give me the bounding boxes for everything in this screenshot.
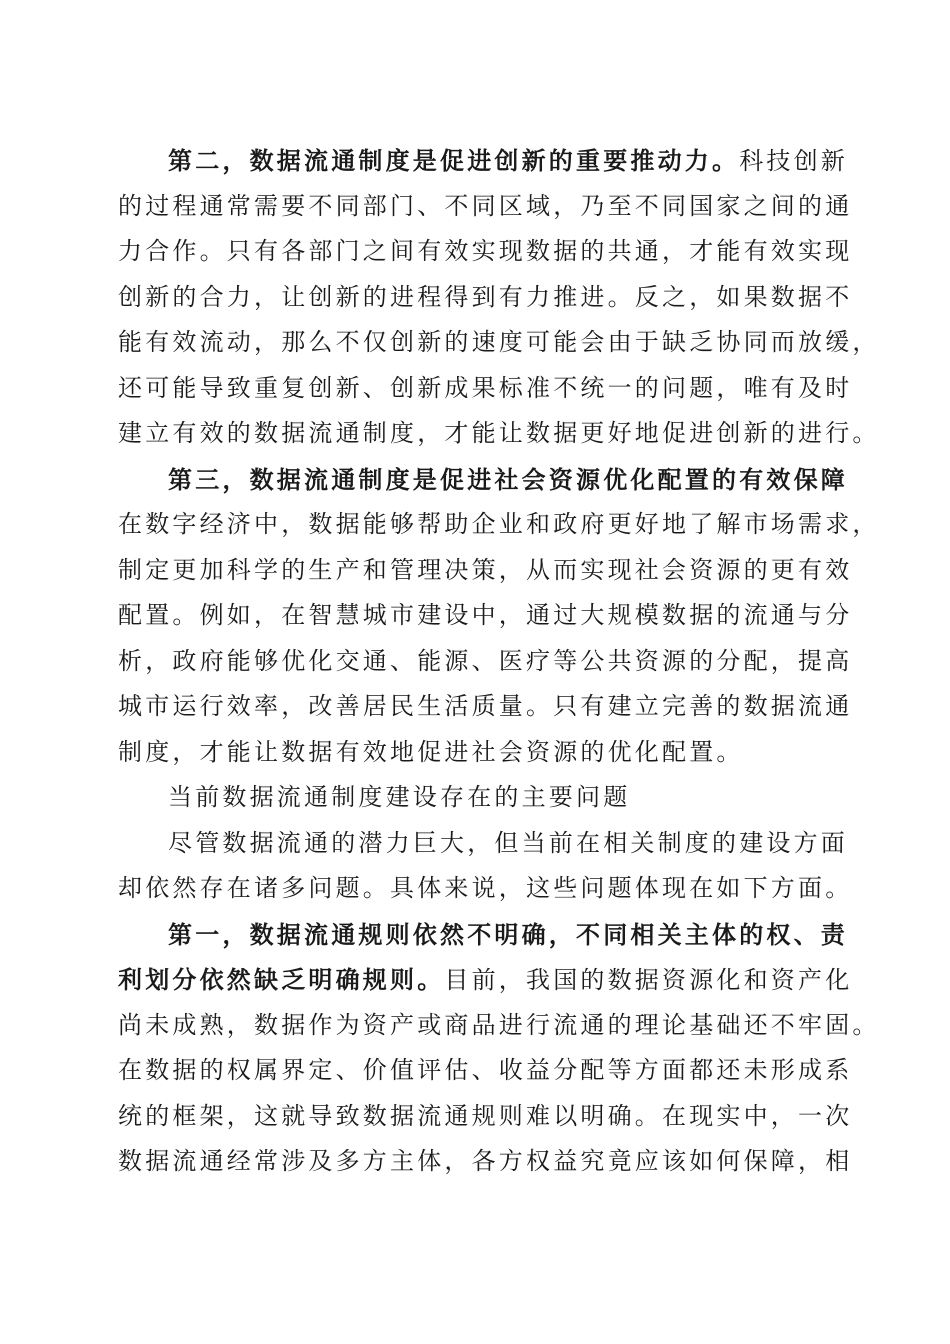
paragraph-2-line-2: 的过程通常需要不同部门、不同区域，乃至不同国家之间的通 — [118, 191, 853, 220]
paragraph-2-line-5: 能有效流动，那么不仅创新的速度可能会由于缺乏协同而放缓， — [118, 328, 880, 356]
paragraph-2-line-7: 建立有效的数据流通制度，才能让数据更好地促进创新的进行。 — [118, 419, 880, 447]
paragraph-3-line-3: 配置。例如，在智慧城市建设中，通过大规模数据的流通与分 — [118, 601, 853, 629]
paragraph-3-line-5: 城市运行效率，改善居民生活质量。只有建立完善的数据流通 — [118, 692, 853, 720]
paragraph-2-line-1 — [118, 138, 849, 184]
paragraph-5-line-4: 统的框架，这就导致数据流通规则难以明确。在现实中，一次 — [118, 1101, 853, 1130]
paragraph-4-line-2: 却依然存在诸多问题。具体来说，这些问题体现在如下方面。 — [118, 874, 853, 902]
paragraph-2-line-6: 还可能导致重复创新、创新成果标准不统一的问题，唯有及时 — [118, 373, 853, 402]
paragraph-2-line-4: 创新的合力，让创新的进程得到有力推进。反之，如果数据不 — [118, 282, 853, 311]
paragraph-3-lead: 第三，数据流通制度是促进社会资源优化配置的有效保障 — [168, 464, 848, 494]
paragraph-5-line-5: 数据流通经常涉及多方主体，各方权益究竟应该如何保障，相 — [118, 1147, 853, 1175]
paragraph-5-line-1 — [118, 957, 853, 1003]
section-heading: 当前数据流通制度建设存在的主要问题 — [168, 783, 631, 811]
paragraph-2-line-3: 力合作。只有各部门之间有效实现数据的共通，才能有效实现 — [118, 237, 853, 265]
paragraph-5-text: 目前，我国的数据资源化和资产化 — [444, 966, 853, 994]
paragraph-2-text: 科技创新 — [739, 147, 849, 175]
paragraph-5-lead-line-2: 利划分依然缺乏明确规则。 — [118, 965, 445, 994]
paragraph-3-line-6: 制度，才能让数据有效地促进社会资源的优化配置。 — [118, 737, 744, 766]
paragraph-5-lead-line-1: 第一，数据流通规则依然不明确，不同相关主体的权、责 — [168, 919, 848, 949]
paragraph-5-line-3: 在数据的权属界定、价值评估、收益分配等方面都还未形成系 — [118, 1056, 853, 1084]
paragraph-4-line-1: 尽管数据流通的潜力巨大，但当前在相关制度的建设方面 — [168, 828, 848, 857]
paragraph-3-line-2: 制定更加科学的生产和管理决策，从而实现社会资源的更有效 — [118, 555, 853, 584]
paragraph-2-lead: 第二，数据流通制度是促进创新的重要推动力。 — [168, 146, 740, 175]
paragraph-3-line-4: 析，政府能够优化交通、能源、医疗等公共资源的分配，提高 — [118, 646, 853, 675]
document-page — [118, 138, 880, 1185]
paragraph-3-line-1: 在数字经济中，数据能够帮助企业和政府更好地了解市场需求， — [118, 510, 880, 538]
paragraph-5-line-2: 尚未成熟，数据作为资产或商品进行流通的理论基础还不牢固。 — [118, 1010, 880, 1039]
